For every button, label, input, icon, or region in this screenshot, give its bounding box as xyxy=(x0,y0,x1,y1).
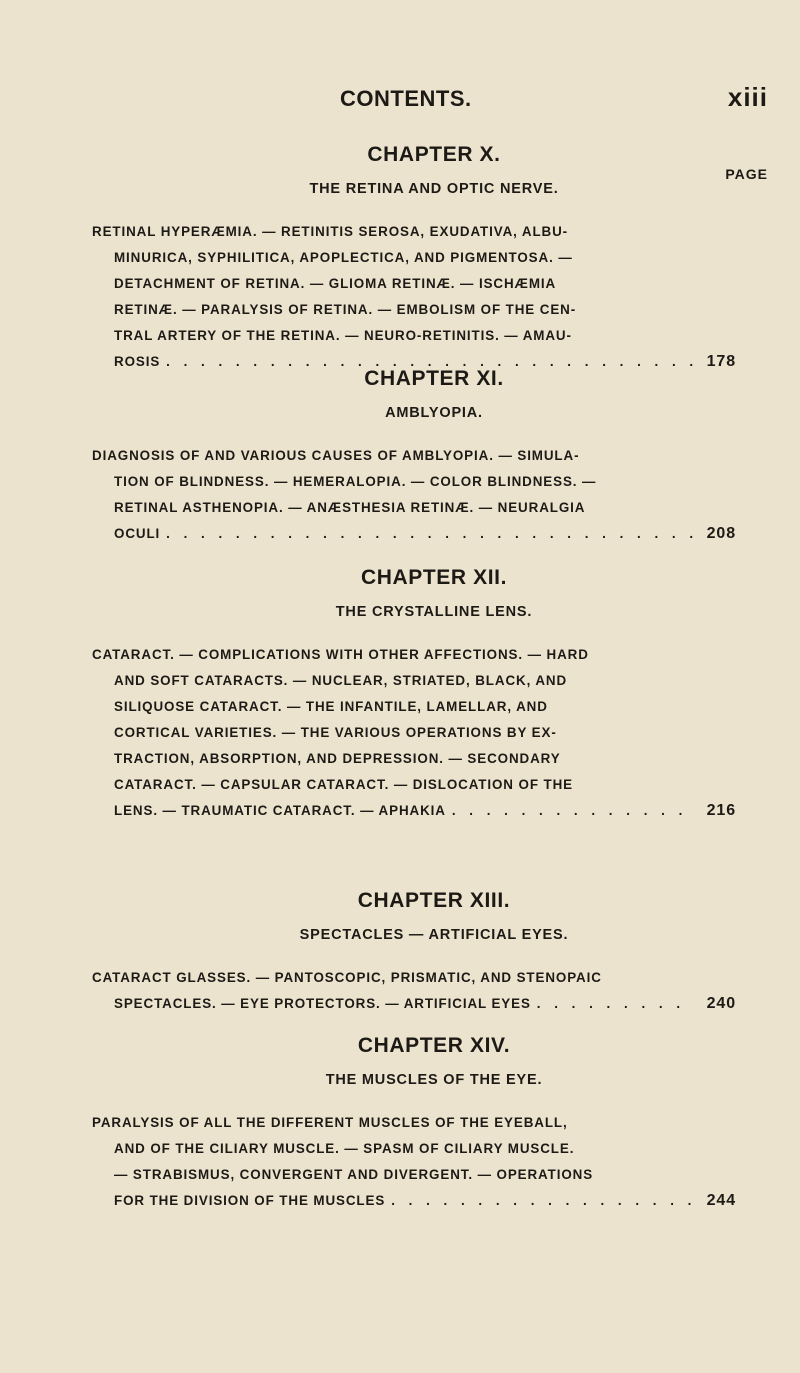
entry-line: AND OF THE CILIARY MUSCLE. — SPASM OF CILIARY MUSCLE. xyxy=(114,1141,575,1156)
chapter-heading: CHAPTER XIII. xyxy=(357,889,511,912)
entry-line: DIAGNOSIS OF AND VARIOUS CAUSES OF AMBLYOPIA. — SIMULA- xyxy=(92,448,580,463)
chapter-contents-entry xyxy=(92,642,736,824)
entry-line: SILIQUOSE CATARACT. — THE INFANTILE, LAMELLAR, AND xyxy=(114,699,548,714)
entry-line: CATARACT. — CAPSULAR CATARACT. — DISLOCATION OF THE xyxy=(114,777,573,792)
dot-leader xyxy=(166,521,694,547)
entry-line: — STRABISMUS, CONVERGENT AND DIVERGENT. — OPERATIONS xyxy=(114,1167,594,1182)
dot-leader xyxy=(537,991,694,1017)
chapter-subject: THE MUSCLES OF THE EYE. xyxy=(325,1072,543,1088)
entry-line: SPECTACLES. — EYE PROTECTORS. — ARTIFICIAL EYES xyxy=(114,996,531,1011)
chapter-heading: CHAPTER XII. xyxy=(360,566,508,589)
chapter-x xyxy=(92,143,736,375)
entry-line: FOR THE DIVISION OF THE MUSCLES xyxy=(114,1193,386,1208)
entry-page-number: 208 xyxy=(706,525,736,542)
chapter-heading: CHAPTER X. xyxy=(367,143,501,166)
running-title: CONTENTS. xyxy=(340,86,472,111)
entry-line: RETINÆ. — PARALYSIS OF RETINA. — EMBOLISM OF THE CEN- xyxy=(114,302,577,317)
entry-line: RETINAL HYPERÆMIA. — RETINITIS SEROSA, EXUDATIVA, ALBU- xyxy=(92,224,569,239)
entry-line: AND SOFT CATARACTS. — NUCLEAR, STRIATED, BLACK, AND xyxy=(114,673,568,688)
chapter-contents-entry xyxy=(92,1110,736,1214)
chapter-xiv xyxy=(92,1034,736,1214)
entry-line: OCULI xyxy=(114,526,161,541)
entry-page-number: 178 xyxy=(706,353,736,370)
entry-line: TRACTION, ABSORPTION, AND DEPRESSION. — SECONDARY xyxy=(114,751,561,766)
entry-line: TRAL ARTERY OF THE RETINA. — NEURO-RETINITIS. — AMAU- xyxy=(114,328,572,343)
entry-page-number: 216 xyxy=(706,802,736,819)
entry-line: MINURICA, SYPHILITICA, APOPLECTICA, AND PIGMENTOSA. — xyxy=(114,250,573,265)
chapter-subject: AMBLYOPIA. xyxy=(385,405,483,421)
chapter-subject: THE CRYSTALLINE LENS. xyxy=(335,604,533,620)
chapter-subject: SPECTACLES — ARTIFICIAL EYES. xyxy=(299,927,569,943)
page-column-label: PAGE xyxy=(725,166,768,182)
entry-line: CATARACT. — COMPLICATIONS WITH OTHER AFFECTIONS. — HARD xyxy=(92,647,589,662)
entry-line: ROSIS xyxy=(114,354,161,369)
dot-leader xyxy=(391,1188,694,1214)
running-head xyxy=(0,82,800,126)
chapter-xiii xyxy=(92,889,736,1017)
entry-line: PARALYSIS OF ALL THE DIFFERENT MUSCLES OF THE EYEBALL, xyxy=(92,1115,568,1130)
entry-line: RETINAL ASTHENOPIA. — ANÆSTHESIA RETINÆ. — NEURALGIA xyxy=(114,500,586,515)
entry-line: LENS. — TRAUMATIC CATARACT. — APHAKIA xyxy=(114,803,446,818)
entry-line: DETACHMENT OF RETINA. — GLIOMA RETINÆ. — ISCHÆMIA xyxy=(114,276,557,291)
chapter-xii xyxy=(92,566,736,824)
page-number: xiii xyxy=(727,82,768,112)
chapter-contents-entry xyxy=(92,965,736,1017)
entry-page-number: 240 xyxy=(706,995,736,1012)
entry-last-line xyxy=(92,521,736,547)
entry-line: TION OF BLINDNESS. — HEMERALOPIA. — COLOR BLINDNESS. — xyxy=(114,474,597,489)
entry-page-number: 244 xyxy=(706,1192,736,1209)
chapter-subject: THE RETINA AND OPTIC NERVE. xyxy=(309,181,559,197)
entry-last-line xyxy=(92,991,736,1017)
chapter-contents-entry xyxy=(92,443,736,547)
entry-line: CATARACT GLASSES. — PANTOSCOPIC, PRISMATIC, AND STENOPAIC xyxy=(92,970,602,985)
entry-last-line xyxy=(92,798,736,824)
chapter-xi xyxy=(92,367,736,547)
entry-last-line xyxy=(92,1188,736,1214)
entry-line: CORTICAL VARIETIES. — THE VARIOUS OPERATIONS BY EX- xyxy=(114,725,557,740)
chapter-heading: CHAPTER XI. xyxy=(364,367,504,390)
dot-leader xyxy=(452,798,694,824)
chapter-heading: CHAPTER XIV. xyxy=(357,1034,511,1057)
chapter-contents-entry xyxy=(92,219,736,375)
